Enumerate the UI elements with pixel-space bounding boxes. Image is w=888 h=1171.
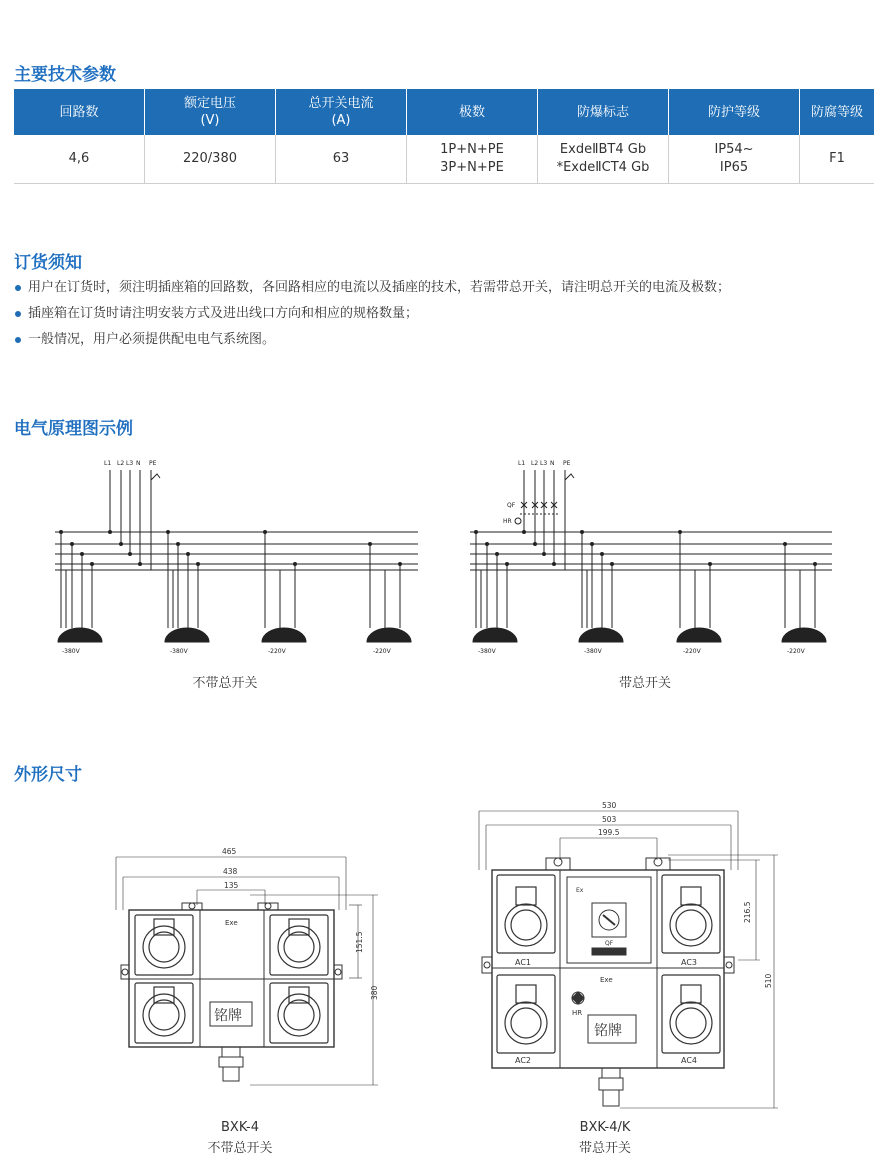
outlet-label: AC1 <box>515 958 532 967</box>
model-right: BXK-4/K <box>579 1120 631 1135</box>
bus-label: PE <box>563 460 571 467</box>
top-label: Ex <box>576 887 584 894</box>
schematic-right <box>470 460 832 655</box>
dim-label: 216.5 <box>743 901 752 923</box>
dim-label: 465 <box>222 847 237 856</box>
spec-cell-main-current: 63 <box>276 135 407 184</box>
light-label: HR <box>572 1009 583 1017</box>
dim-label: 510 <box>764 973 773 988</box>
bus-label: N <box>550 460 555 467</box>
switch-label: QF <box>605 940 614 947</box>
spec-cell-anticorrosion: F1 <box>800 135 875 184</box>
outlet-voltage: -380V <box>170 648 188 655</box>
spec-cell-voltage: 220/380 <box>145 135 276 184</box>
spec-cell-poles: 1P+N+PE 3P+N+PE <box>407 135 538 184</box>
switch-label: QF <box>507 502 516 509</box>
outlet-label: AC2 <box>515 1056 532 1065</box>
dim-label: 380 <box>370 985 379 1000</box>
outlet-voltage: -380V <box>62 648 80 655</box>
schematic-left-caption: 不带总开关 <box>192 676 258 691</box>
dimension-drawings <box>0 795 888 1125</box>
section-title-specs: 主要技术参数 <box>14 65 116 85</box>
outlet-voltage: -220V <box>787 648 805 655</box>
bus-label: L3 <box>540 460 548 467</box>
section-title-order: 订货须知 <box>14 253 82 273</box>
spec-table <box>14 89 874 184</box>
outlet-label: AC4 <box>681 1056 698 1065</box>
box-left-drawing <box>116 847 379 1085</box>
schematic-right-caption: 带总开关 <box>618 676 671 691</box>
dim-label: 438 <box>223 867 238 876</box>
dim-label: 199.5 <box>598 828 620 837</box>
caption-left: 不带总开关 <box>207 1141 273 1156</box>
list-item: 插座箱在订货时请注明安装方式及进出线口方向和相应的规格数量； <box>14 304 730 330</box>
list-item: 一般情况，用户必须提供配电电气系统图。 <box>14 330 730 356</box>
list-item: 用户在订货时，须注明插座箱的回路数，各回路相应的电流以及插座的技术，若需带总开关，请注明总开关的电流及极数； <box>14 278 730 304</box>
spec-table-header-row <box>14 89 874 135</box>
outlet-voltage: -380V <box>478 648 496 655</box>
spec-header-explosion-mark: 防爆标志 <box>538 89 669 135</box>
dim-label: 530 <box>602 801 617 810</box>
switch-label: HR <box>503 518 512 525</box>
schematic-left <box>55 460 418 655</box>
spec-header-poles: 极数 <box>407 89 538 135</box>
nameplate-label: 铭牌 <box>214 1008 242 1024</box>
bus-label: L2 <box>117 460 125 467</box>
spec-header-voltage: 额定电压 (V) <box>145 89 276 135</box>
outlet-voltage: -220V <box>373 648 391 655</box>
nameplate-label: 铭牌 <box>594 1023 622 1039</box>
spec-header-main-current: 总开关电流 (A) <box>276 89 407 135</box>
outlet-voltage: -220V <box>683 648 701 655</box>
bus-label: L1 <box>104 460 112 467</box>
order-notes-list <box>14 278 730 356</box>
center-label: Exe <box>600 976 613 984</box>
dim-label: 503 <box>602 815 617 824</box>
model-left: BXK-4 <box>221 1120 259 1135</box>
spec-header-circuits: 回路数 <box>14 89 145 135</box>
spec-header-anticorrosion: 防腐等级 <box>800 89 875 135</box>
caption-right: 带总开关 <box>578 1141 631 1156</box>
spec-cell-explosion-mark: ExdeⅡBT4 Gb *ExdeⅡCT4 Gb <box>538 135 669 184</box>
spec-cell-protection: IP54~ IP65 <box>669 135 800 184</box>
bus-label: L1 <box>518 460 526 467</box>
bus-label: L3 <box>126 460 134 467</box>
bus-label: L2 <box>531 460 539 467</box>
outlet-voltage: -380V <box>584 648 602 655</box>
dim-label: 135 <box>224 881 239 890</box>
bus-label: PE <box>149 460 157 467</box>
bus-label: N <box>136 460 141 467</box>
center-label: Exe <box>225 919 238 927</box>
spec-cell-circuits: 4,6 <box>14 135 145 184</box>
schematic-diagrams <box>0 450 888 700</box>
section-title-schematic: 电气原理图示例 <box>14 419 133 439</box>
spec-header-protection: 防护等级 <box>669 89 800 135</box>
spec-table-row <box>14 135 874 184</box>
outlet-voltage: -220V <box>268 648 286 655</box>
section-title-dimensions: 外形尺寸 <box>14 765 82 785</box>
box-right-drawing <box>479 801 778 1108</box>
outlet-label: AC3 <box>681 958 698 967</box>
dim-label: 151.5 <box>355 931 364 953</box>
